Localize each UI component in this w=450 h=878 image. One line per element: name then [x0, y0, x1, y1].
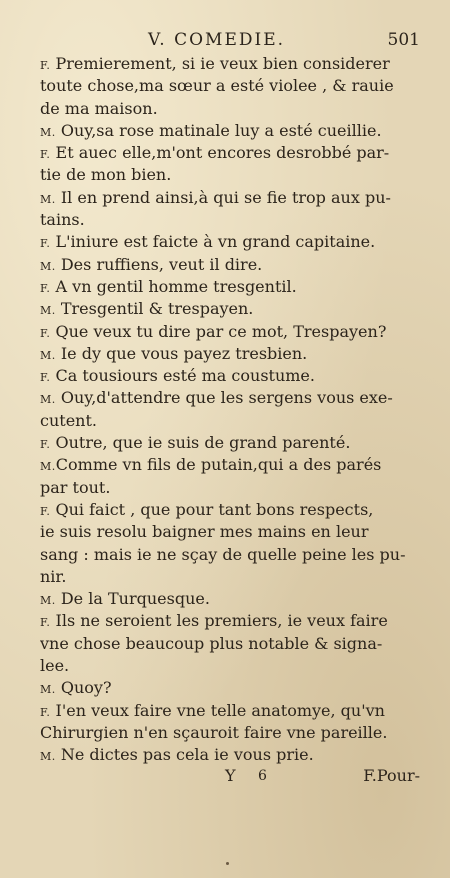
text-line: [40, 655, 420, 677]
text-line: [40, 209, 420, 231]
text-line: [40, 677, 420, 699]
text-line: [40, 231, 420, 253]
text-line: [40, 387, 420, 409]
text-line: [40, 566, 420, 588]
text-line: [40, 75, 420, 97]
speaker-label: M.: [40, 348, 56, 362]
speaker-label: M.: [40, 259, 56, 273]
line-text: toute chose,ma sœur a esté violee , & rauie: [40, 76, 394, 96]
line-text: cutent.: [40, 410, 97, 430]
text-line: [40, 499, 420, 521]
text-line: [40, 120, 420, 142]
speaker-label: M.: [40, 192, 56, 206]
text-line: [40, 365, 420, 387]
text-line: [40, 410, 420, 432]
ink-speck: [226, 862, 229, 865]
line-text: Ca tousiours esté ma coustume.: [50, 366, 315, 386]
text-line: [40, 276, 420, 298]
line-text: Des ruffiens, veut il dire.: [55, 254, 263, 274]
line-text: Qui faict , que pour tant bons respects,: [50, 499, 374, 519]
speaker-label: F.: [40, 438, 51, 452]
line-text: A vn gentil homme tresgentil.: [50, 276, 297, 296]
line-text: lee.: [40, 656, 70, 676]
speaker-label: M.: [40, 594, 56, 608]
catchword: F.Pour-: [363, 766, 420, 785]
speaker-label: M.: [40, 683, 56, 697]
speaker-label: M.: [40, 125, 56, 139]
line-text: Ie dy que vous payez tresbien.: [55, 343, 308, 363]
line-text: Quoy?: [55, 678, 112, 698]
text-line: [40, 610, 420, 632]
text-line: [40, 588, 420, 610]
line-text: ie suis resolu baigner mes mains en leur: [40, 522, 369, 542]
speaker-label: F.: [40, 326, 51, 340]
speaker-label: F.: [40, 148, 51, 162]
line-text: L'iniure est faicte à vn grand capitaine.: [50, 232, 376, 252]
speaker-label: F.: [40, 616, 51, 630]
signature-mark: Y: [225, 766, 236, 785]
line-text: Et auec elle,m'ont encores desrobbé par-: [50, 143, 390, 163]
speaker-label: F.: [40, 371, 51, 385]
speaker-label: M.: [40, 393, 56, 407]
text-line: [40, 164, 420, 186]
line-text: par tout.: [40, 477, 111, 497]
line-text: tie de mon bien.: [40, 165, 172, 185]
speaker-label: F.: [40, 281, 51, 295]
speaker-label: M.: [40, 460, 56, 474]
speaker-label: F.: [40, 504, 51, 518]
text-line: [40, 700, 420, 722]
running-title: V. COMEDIE.: [148, 30, 286, 50]
line-text: de ma maison.: [40, 98, 158, 118]
speaker-label: F.: [40, 59, 51, 72]
line-text: vne chose beaucoup plus notable & signa-: [40, 633, 383, 653]
page-footer: [40, 764, 420, 788]
text-line: [40, 454, 420, 476]
line-text: Il en prend ainsi,à qui se fie trop aux pu-: [55, 187, 391, 207]
speaker-label: M.: [40, 750, 56, 764]
line-text: I'en veux faire vne telle anatomye, qu'vn: [50, 700, 385, 720]
text-line: [40, 432, 420, 454]
line-text: Comme vn fils de putain,qui a des parés: [55, 455, 382, 475]
line-text: nir.: [40, 566, 67, 586]
line-text: Tresgentil & trespayen.: [55, 299, 254, 319]
text-line: [40, 477, 420, 499]
page-number: 501: [387, 30, 420, 50]
line-text: De la Turquesque.: [55, 589, 210, 609]
text-line: [40, 254, 420, 276]
line-text: Outre, que ie suis de grand parenté.: [50, 433, 351, 453]
speaker-label: F.: [40, 237, 51, 251]
text-line: [40, 633, 420, 655]
line-text: Ouy,sa rose matinale luy a esté cueillie.: [55, 120, 382, 140]
speaker-label: M.: [40, 304, 56, 318]
line-text: Ouy,d'attendre que les sergens vous exe-: [55, 388, 393, 408]
text-line: [40, 343, 420, 365]
speaker-label: F.: [40, 705, 51, 719]
text-line: [40, 142, 420, 164]
line-text: Premierement, si ie veux bien considerer: [50, 54, 390, 73]
text-line: [40, 187, 420, 209]
running-header: [40, 30, 420, 54]
line-text: sang : mais ie ne sçay de quelle peine les pu-: [40, 544, 406, 564]
dialogue-text: [40, 53, 420, 767]
line-text: Chirurgien n'en sçauroit faire vne pareille.: [40, 722, 388, 742]
line-text: Ils ne seroient les premiers, ie veux faire: [50, 611, 388, 631]
text-line: [40, 298, 420, 320]
line-text: Ne dictes pas cela ie vous prie.: [55, 745, 314, 765]
text-line: [40, 321, 420, 343]
line-text: Que veux tu dire par ce mot, Trespayen?: [50, 321, 387, 341]
text-line: [40, 53, 420, 75]
text-line: [40, 98, 420, 120]
text-line: [40, 722, 420, 744]
text-line: [40, 521, 420, 543]
signature-number: 6: [258, 768, 267, 784]
line-text: tains.: [40, 210, 85, 230]
text-line: [40, 544, 420, 566]
